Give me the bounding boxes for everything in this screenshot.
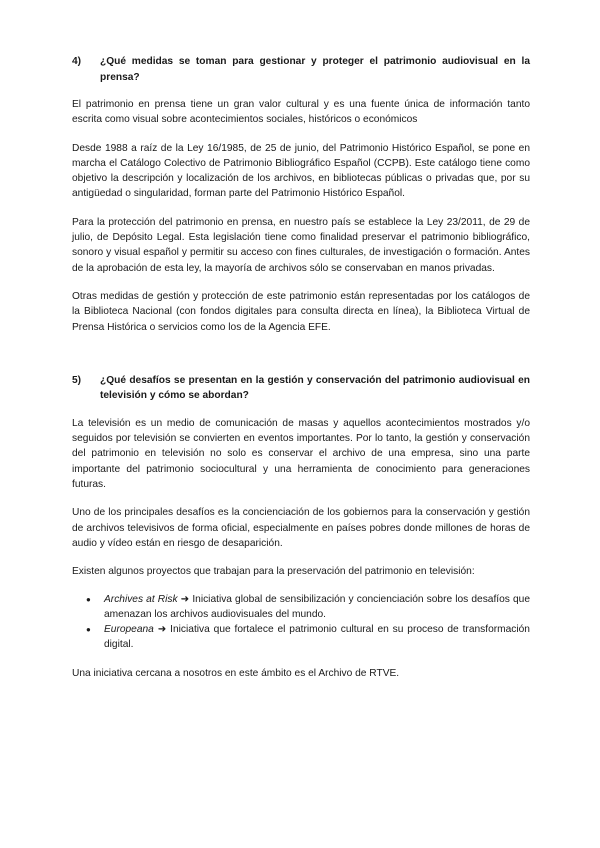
section-5-question: ¿Qué desafíos se presentan en la gestión y conservación del patrimonio audiovisual en televisión y cómo se abordan? [100,374,530,402]
bullet-icon: ● [86,594,91,604]
arrow-right-icon: ➜ [180,593,190,605]
section-4-heading [72,54,530,85]
list-item-text: Iniciativa global de sensibilización y concienciación sobre los desafíos que amenazan los archivos audiovisuales del mundo. [104,593,530,620]
list-item-text: Iniciativa que fortalece el patrimonio cultural en su proceso de transformación digital. [104,624,530,651]
bullet-icon: ● [86,625,91,635]
section-4-number: 4) [72,56,82,67]
section-5-closing: Una iniciativa cercana a nosotros en este ámbito es el Archivo de RTVE. [72,667,400,679]
section-4-paragraph-4: Otras medidas de gestión y protección de este patrimonio están representadas por los catálogos de la Biblioteca Nacional (con fondos digitales para consulta directa en línea), la Biblioteca Virtual de Prensa Histórica o servicios como los de la Agencia EFE. [72,290,530,333]
section-5-paragraph-1: La televisión es un medio de comunicación de masas y aquellos acontecimientos mostrados y/o seguidos por televisión se convierten en eventos importantes. Por lo tanto, la gestión y conservación del patrimonio en televisión no solo es conservar el archivo de una empresa, sino una parte importante del patrimonio sociocultural y una herramienta de conocimiento para generaciones futuras. [72,417,530,491]
document-page [72,54,530,681]
projects-list [72,592,530,653]
list-item-term: Europeana [104,624,154,636]
section-4-paragraph-3: Para la protección del patrimonio en prensa, en nuestro país se establece la Ley 23/2011, de 29 de julio, de Depósito Legal. Esta legislación tiene como finalidad preservar el patrimonio bibliográfico, sonoro y visual español y permitir su acceso con fines culturales, de investigación o formación. Antes de la aprobación de esta ley, la mayoría de archivos sólo se conservaban en manos privadas. [72,216,530,274]
list-item-term: Archives at Risk [104,593,178,605]
section-4-paragraph-2: Desde 1988 a raíz de la Ley 16/1985, de 25 de junio, del Patrimonio Histórico Español, se pone en marcha el Catálogo Colectivo de Patrimonio Bibliográfico Español (CCPB). Este catálogo tiene como objetivo la descripción y localización de los archivos, en bibliotecas públicas o privadas que, por su antigüedad o singularidad, forman parte del Patrimonio Histórico Español. [72,142,530,200]
section-5-number: 5) [72,374,82,386]
list-item [72,592,530,623]
section-4-paragraph-1: El patrimonio en prensa tiene un gran valor cultural y es una fuente única de información tanto escrita como visual sobre acontecimientos sociales, históricos o económicos [72,99,530,126]
arrow-right-icon: ➜ [157,624,167,636]
section-4-question: ¿Qué medidas se toman para gestionar y proteger el patrimonio audiovisual en la prensa? [100,56,530,83]
list-item [72,622,530,653]
section-5-heading [72,373,530,404]
section-5-paragraph-3: Existen algunos proyectos que trabajan para la preservación del patrimonio en televisión: [72,566,475,578]
section-5-paragraph-2: Uno de los principales desafíos es la concienciación de los gobiernos para la conservación y gestión de archivos televisivos de forma oficial, especialmente en países pobres donde millones de horas de audio y vídeo están en riesgo de desaparición. [72,507,530,549]
